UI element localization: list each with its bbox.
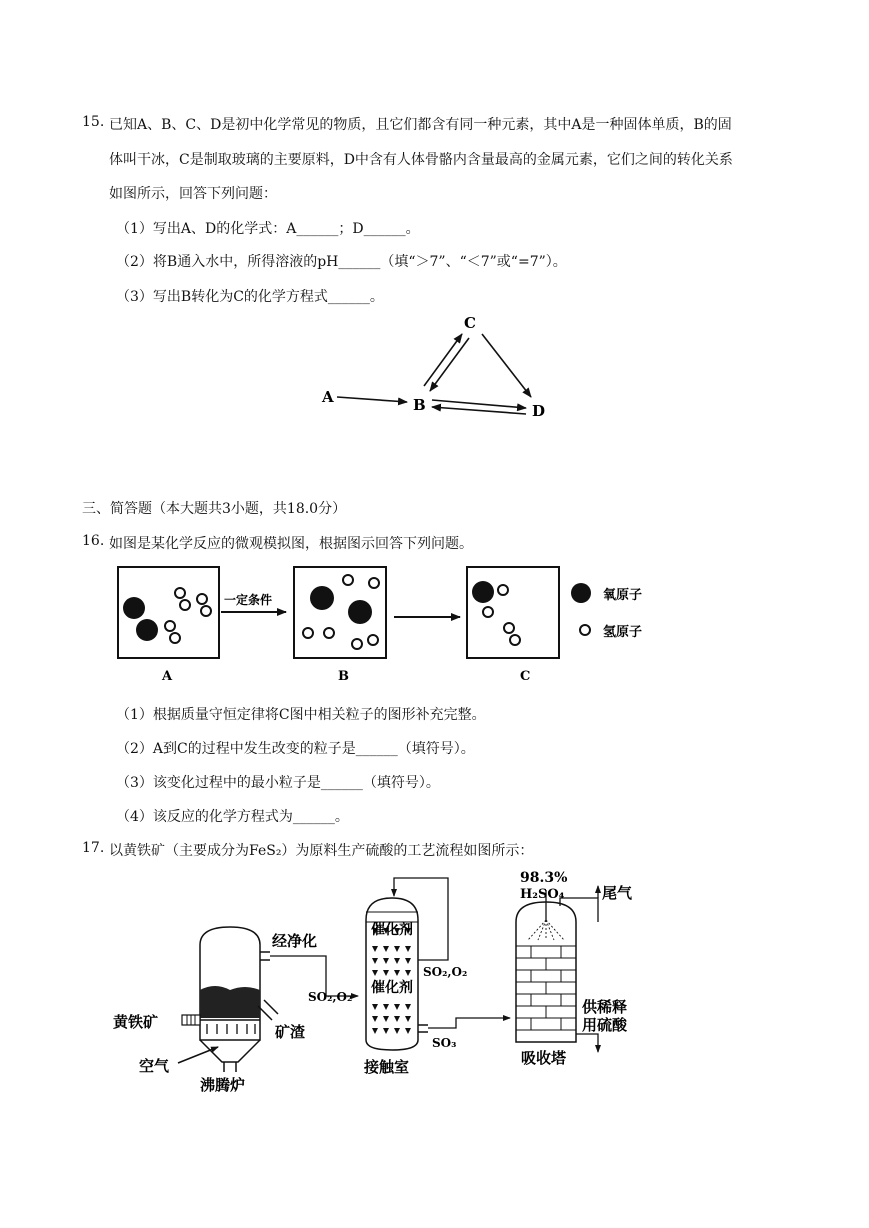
q16-sub-2: （2）A到C的过程中发生改变的粒子是______（填符号）。 <box>116 741 475 757</box>
q15-sub-1: （1）写出A、D的化学式：A______；D______。 <box>116 221 420 237</box>
question-16-number: 16. <box>82 533 105 549</box>
q16-sub-3: （3）该变化过程中的最小粒子是______（填符号）。 <box>116 775 440 791</box>
catalyst-label-top: 催化剂 <box>371 922 413 938</box>
boiling-furnace <box>182 927 278 1072</box>
q15-stem-line-2: 体叫干冰，C是制取玻璃的主要原料，D中含有人体骨骼内含量最高的金属元素，它们之间的转化关系 <box>109 152 733 168</box>
acid-formula-label: H₂SO₄ <box>520 887 565 902</box>
contact-room-label: 接触室 <box>364 1058 410 1076</box>
section-3-title: 三、简答题（本大题共3小题，共18.0分） <box>82 501 347 517</box>
so3-label: SO₃ <box>432 1036 457 1050</box>
so3-pipe <box>428 1018 510 1028</box>
q17-stem: 以黄铁矿（主要成分为FeS₂）为原料生产硫酸的工艺流程如图所示： <box>109 843 534 859</box>
air-arrow <box>178 1047 218 1063</box>
question-15-number: 15. <box>82 114 105 130</box>
contact-room <box>366 878 448 1050</box>
dilute-acid-label-2: 用硫酸 <box>582 1016 628 1034</box>
furnace-label: 沸腾炉 <box>200 1076 246 1094</box>
legend-hydrogen-label: 氢原子 <box>603 625 643 640</box>
box-b-label: B <box>338 669 349 684</box>
box-a-label: A <box>162 669 173 684</box>
dilute-acid-label-1: 供稀释 <box>582 998 628 1016</box>
node-d: D <box>532 402 546 420</box>
reaction-condition: 一定条件 <box>224 593 273 607</box>
node-c: C <box>464 314 476 332</box>
q15-sub-3: （3）写出B转化为C的化学方程式______。 <box>116 289 384 305</box>
acid-concentration-label: 98.3% <box>520 870 568 886</box>
node-b: B <box>413 396 426 414</box>
tail-gas-label: 尾气 <box>602 884 633 902</box>
node-a: A <box>322 388 334 406</box>
so2o2-in-label: SO₂,O₂ <box>308 990 353 1004</box>
q15-stem-line-1: 已知A、B、C、D是初中化学常见的物质，且它们都含有同一种元素，其中A是一种固体单质，B的固 <box>109 117 732 133</box>
catalyst-label-bottom: 催化剂 <box>371 980 413 996</box>
legend-oxygen-label: 氧原子 <box>603 588 643 603</box>
q16-sub-1: （1）根据质量守恒定律将C图中相关粒子的图形补充完整。 <box>116 707 486 723</box>
purify-label: 经净化 <box>272 932 318 950</box>
q16-stem: 如图是某化学反应的微观模拟图，根据图示回答下列问题。 <box>109 536 473 552</box>
box-c-label: C <box>520 669 531 684</box>
absorption-tower-label: 吸收塔 <box>521 1049 567 1067</box>
q16-sub-4: （4）该反应的化学方程式为______。 <box>116 809 349 825</box>
question-17-number: 17. <box>82 840 105 856</box>
air-label: 空气 <box>139 1057 170 1075</box>
q15-stem-line-3: 如图所示，回答下列问题： <box>109 186 277 202</box>
so2o2-out-label: SO₂,O₂ <box>423 965 468 979</box>
ore-label: 黄铁矿 <box>113 1013 159 1031</box>
q15-sub-2: （2）将B通入水中，所得溶液的pH______（填“＞7”、“＜7”或“=7”）。 <box>116 254 567 270</box>
slag-label: 矿渣 <box>275 1023 306 1041</box>
